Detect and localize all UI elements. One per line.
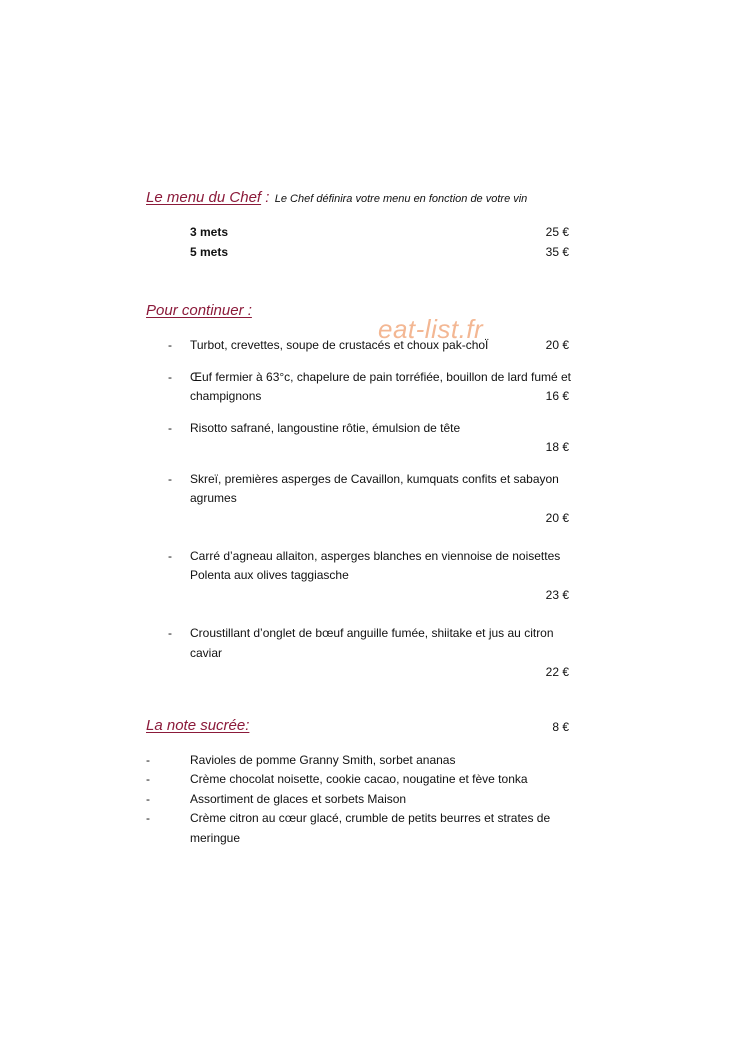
dish-description-cont: agrumes <box>190 491 237 505</box>
list-bullet: - <box>146 792 150 806</box>
chef-menu-heading-row <box>146 189 527 206</box>
chef-option-price: 35 € <box>545 245 569 259</box>
chef-option-price: 25 € <box>545 225 569 239</box>
chef-menu-subtitle: Le Chef définira votre menu en fonction de votre vin <box>274 193 528 205</box>
list-bullet: - <box>168 626 172 640</box>
dish-price: 20 € <box>545 511 569 525</box>
dish-description-cont: caviar <box>190 646 223 660</box>
dish-price: 23 € <box>545 588 569 602</box>
dessert-item-cont: meringue <box>190 831 241 845</box>
list-bullet: - <box>146 811 150 825</box>
dessert-price: 8 € <box>552 720 569 734</box>
dish-price: 20 € <box>545 338 569 352</box>
dish-description-cont: Polenta aux olives taggiasche <box>190 568 349 582</box>
list-bullet: - <box>168 370 172 384</box>
chef-option-label: 5 mets <box>190 245 229 259</box>
chef-option-label: 3 mets <box>190 225 229 239</box>
list-bullet: - <box>168 421 172 435</box>
dish-price: 22 € <box>545 665 569 679</box>
dish-description-cont: champignons <box>190 389 262 403</box>
list-bullet: - <box>168 472 172 486</box>
watermark-logo: eat-list.fr <box>378 314 484 344</box>
dessert-heading: La note sucrée: <box>146 717 250 734</box>
list-bullet: - <box>168 549 172 563</box>
list-bullet: - <box>146 753 150 767</box>
dish-description: Skreï, premières asperges de Cavaillon, kumquats confits et sabayon <box>190 472 559 486</box>
continue-heading: Pour continuer : <box>146 302 252 319</box>
dessert-item: Ravioles de pomme Granny Smith, sorbet ananas <box>190 753 456 767</box>
dish-description: Turbot, crevettes, soupe de crustacés et choux pak-choÏ <box>190 338 489 352</box>
dessert-item: Crème chocolat noisette, cookie cacao, nougatine et fève tonka <box>190 772 528 786</box>
list-bullet: - <box>146 772 150 786</box>
dish-price: 18 € <box>545 440 569 454</box>
dish-description: Croustillant d’onglet de bœuf anguille fumée, shiitake et jus au citron <box>190 626 554 640</box>
dish-description: Carré d’agneau allaiton, asperges blanches en viennoise de noisettes <box>190 549 561 563</box>
dessert-item: Crème citron au cœur glacé, crumble de petits beurres et strates de <box>190 811 551 825</box>
chef-menu-colon: : <box>261 189 270 206</box>
chef-menu-heading: Le menu du Chef <box>146 189 262 206</box>
dessert-item: Assortiment de glaces et sorbets Maison <box>190 792 407 806</box>
dish-description: Œuf fermier à 63°c, chapelure de pain torréfiée, bouillon de lard fumé et <box>190 370 572 384</box>
dish-price: 16 € <box>545 389 569 403</box>
list-bullet: - <box>168 338 172 352</box>
dish-description: Risotto safrané, langoustine rôtie, émulsion de tête <box>190 421 461 435</box>
